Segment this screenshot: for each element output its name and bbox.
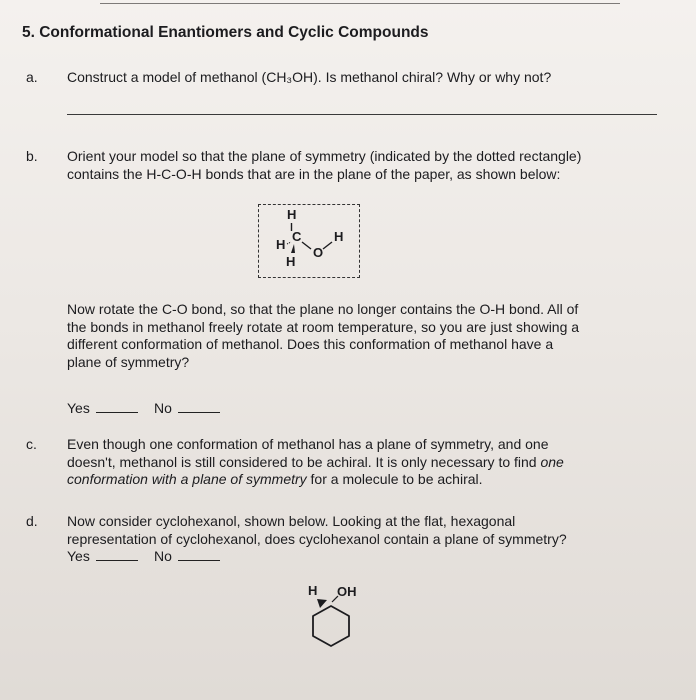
no-label-b: No (154, 400, 172, 416)
question-d-yes (67, 548, 138, 564)
question-b-no (154, 400, 220, 416)
question-c-line1: Even though one conformation of methanol has a plane of symmetry, and one (67, 436, 549, 452)
question-a-label: a. (26, 69, 38, 85)
question-b-yes (67, 400, 138, 416)
top-rule (100, 3, 620, 4)
methanol-h-top: H (287, 207, 297, 222)
question-a-text: Construct a model of methanol (CH₃OH). Is methanol chiral? Why or why not? (67, 69, 552, 85)
question-c-text (67, 436, 667, 489)
methanol-structure (258, 204, 358, 276)
answer-line-a[interactable] (67, 114, 657, 115)
rotate-line3: different conformation of methanol. Does this conformation of methanol have a (67, 336, 554, 352)
no-blank-d[interactable] (178, 548, 220, 561)
methanol-h-left: H (276, 237, 286, 252)
section-heading: 5. Conformational Enantiomers and Cyclic Compounds (22, 24, 429, 41)
methanol-h-right: H (334, 229, 344, 244)
rotate-line1: Now rotate the C-O bond, so that the plane no longer contains the O-H bond. All of (67, 301, 579, 317)
yes-blank-b[interactable] (96, 400, 138, 413)
cyclohexanol-h: H (308, 583, 318, 598)
cyclohexanol-structure (300, 580, 390, 660)
rotate-line4: plane of symmetry? (67, 353, 190, 370)
question-c-line2: doesn't, methanol is still considered to be achiral. It is only necessary to find one (67, 453, 564, 470)
question-b-text (67, 148, 667, 183)
question-b-label: b. (26, 148, 38, 164)
question-c-label: c. (26, 436, 37, 452)
methanol-carbon: C (292, 229, 302, 244)
rotate-line2: the bonds in methanol freely rotate at room temperature, so you are just showing a (67, 318, 580, 335)
methanol-h-bottom: H (286, 254, 296, 269)
cyclohexanol-oh: OH (337, 584, 357, 599)
methanol-oxygen: O (313, 245, 324, 260)
question-d-label: d. (26, 513, 38, 529)
question-b-rotate-text (67, 301, 667, 371)
no-blank-b[interactable] (178, 400, 220, 413)
yes-label-b: Yes (67, 400, 90, 416)
yes-blank-d[interactable] (96, 548, 138, 561)
question-c-line3: conformation with a plane of symmetry for a molecule to be achiral. (67, 471, 483, 487)
question-d-line2: representation of cyclohexanol, does cyclohexanol contain a plane of symmetry? (67, 530, 567, 547)
question-d-text (67, 513, 667, 548)
question-b-line1: Orient your model so that the plane of symmetry (indicated by the dotted rectangle) (67, 148, 582, 164)
question-b-line2: contains the H-C-O-H bonds that are in the plane of the paper, as shown below: (67, 165, 561, 182)
no-label-d: No (154, 548, 172, 564)
yes-label-d: Yes (67, 548, 90, 564)
question-d-no (154, 548, 220, 564)
question-d-line1: Now consider cyclohexanol, shown below. Looking at the flat, hexagonal (67, 513, 516, 529)
